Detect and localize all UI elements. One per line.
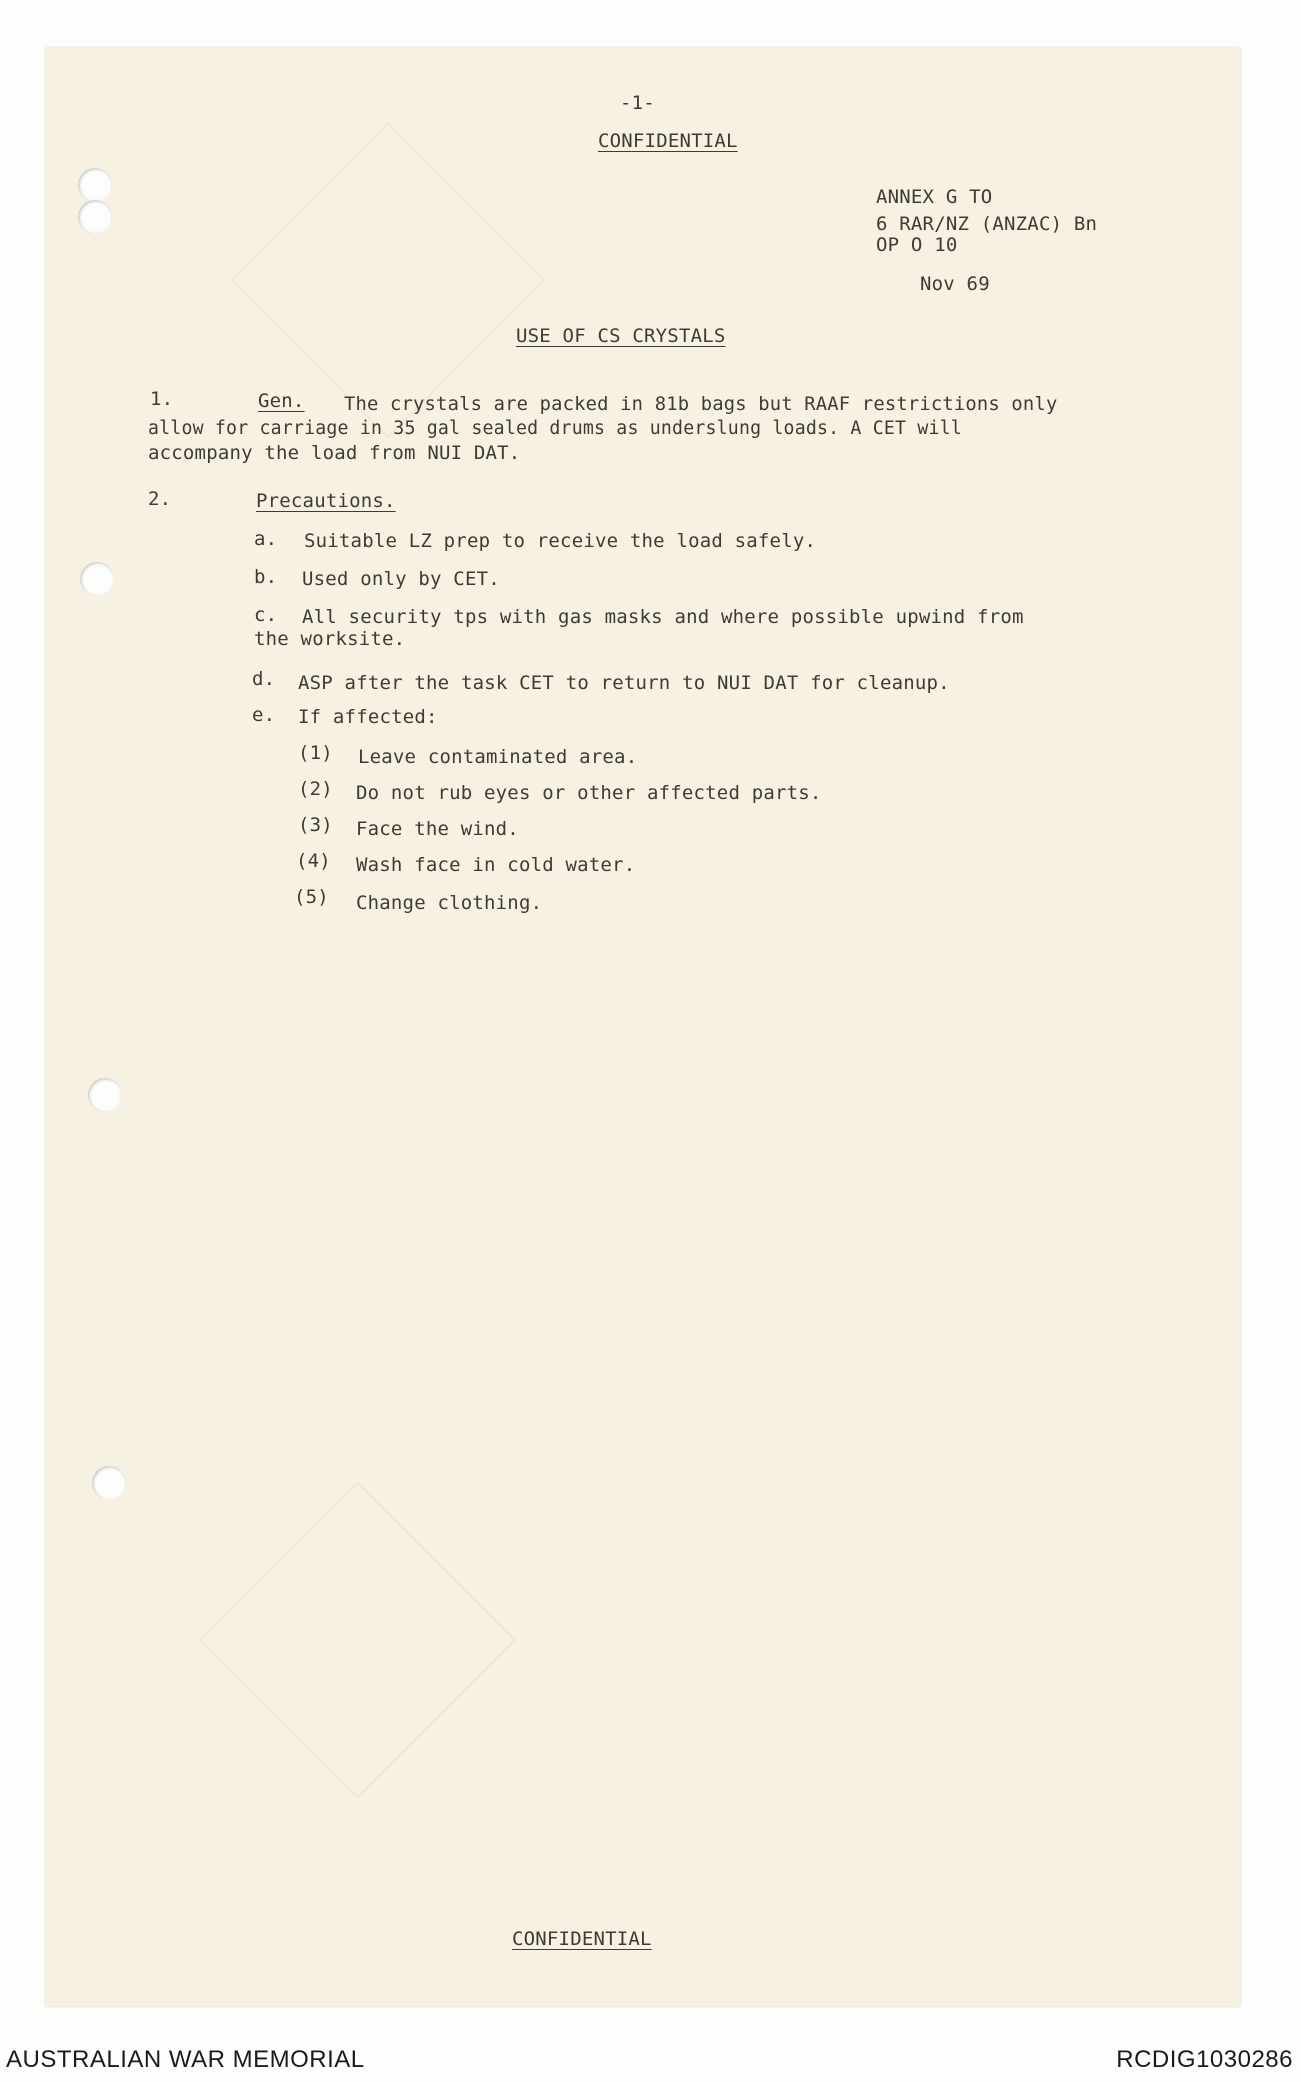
item-a-letter: a.	[254, 528, 278, 550]
annex-line-2: 6 RAR/NZ (ANZAC) Bn	[876, 213, 1098, 235]
annex-line-1: ANNEX G TO	[876, 186, 993, 208]
page-number: -1-	[620, 92, 655, 114]
document-title: USE OF CS CRYSTALS	[516, 325, 726, 347]
subitem-4-text: Wash face in cold water.	[356, 854, 636, 876]
item-b-text: Used only by CET.	[302, 568, 500, 590]
para2-number: 2.	[148, 488, 172, 510]
classification-bottom: CONFIDENTIAL	[512, 1928, 652, 1950]
subitem-5-number: (5)	[294, 886, 329, 908]
subitem-5-text: Change clothing.	[356, 892, 543, 914]
annex-line-3: OP O 10	[876, 234, 958, 256]
subitem-1-text: Leave contaminated area.	[358, 746, 638, 768]
punch-hole	[80, 562, 114, 596]
para2-heading: Precautions.	[256, 490, 396, 512]
item-d-text: ASP after the task CET to return to NUI DAT for cleanup.	[298, 672, 950, 694]
item-a-text: Suitable LZ prep to receive the load safely.	[304, 530, 817, 552]
subitem-4-number: (4)	[296, 850, 331, 872]
footer-record-id: RCDIG1030286	[1116, 2046, 1293, 2073]
punch-hole	[78, 200, 112, 234]
item-c-letter: c.	[254, 604, 278, 626]
classification-top: CONFIDENTIAL	[598, 130, 738, 152]
para1-line1: The crystals are packed in 81b bags but RAAF restrictions only	[344, 394, 1058, 415]
item-b-letter: b.	[254, 566, 278, 588]
para1-line2: allow for carriage in 35 gal sealed drums as underslung loads. A CET will	[148, 418, 962, 439]
footer-institution: AUSTRALIAN WAR MEMORIAL	[6, 2046, 365, 2073]
para1-heading: Gen.	[258, 390, 305, 412]
annex-date: Nov 69	[920, 273, 990, 295]
subitem-1-number: (1)	[298, 742, 333, 764]
item-d-letter: d.	[252, 668, 276, 690]
subitem-2-number: (2)	[298, 778, 333, 800]
item-e-text: If affected:	[298, 706, 438, 728]
item-e-letter: e.	[252, 704, 276, 726]
para1-number: 1.	[150, 388, 174, 410]
subitem-3-number: (3)	[298, 814, 333, 836]
subitem-2-text: Do not rub eyes or other affected parts.	[356, 782, 822, 804]
embossed-watermark	[200, 1482, 517, 1799]
punch-hole	[88, 1078, 122, 1112]
punch-hole	[92, 1466, 126, 1500]
subitem-3-text: Face the wind.	[356, 818, 519, 840]
item-c-text: All security tps with gas masks and where possible upwind from	[302, 606, 1024, 628]
item-c-continuation: the worksite.	[254, 628, 406, 650]
punch-hole	[78, 168, 112, 202]
para1-line3: accompany the load from NUI DAT.	[148, 442, 521, 464]
